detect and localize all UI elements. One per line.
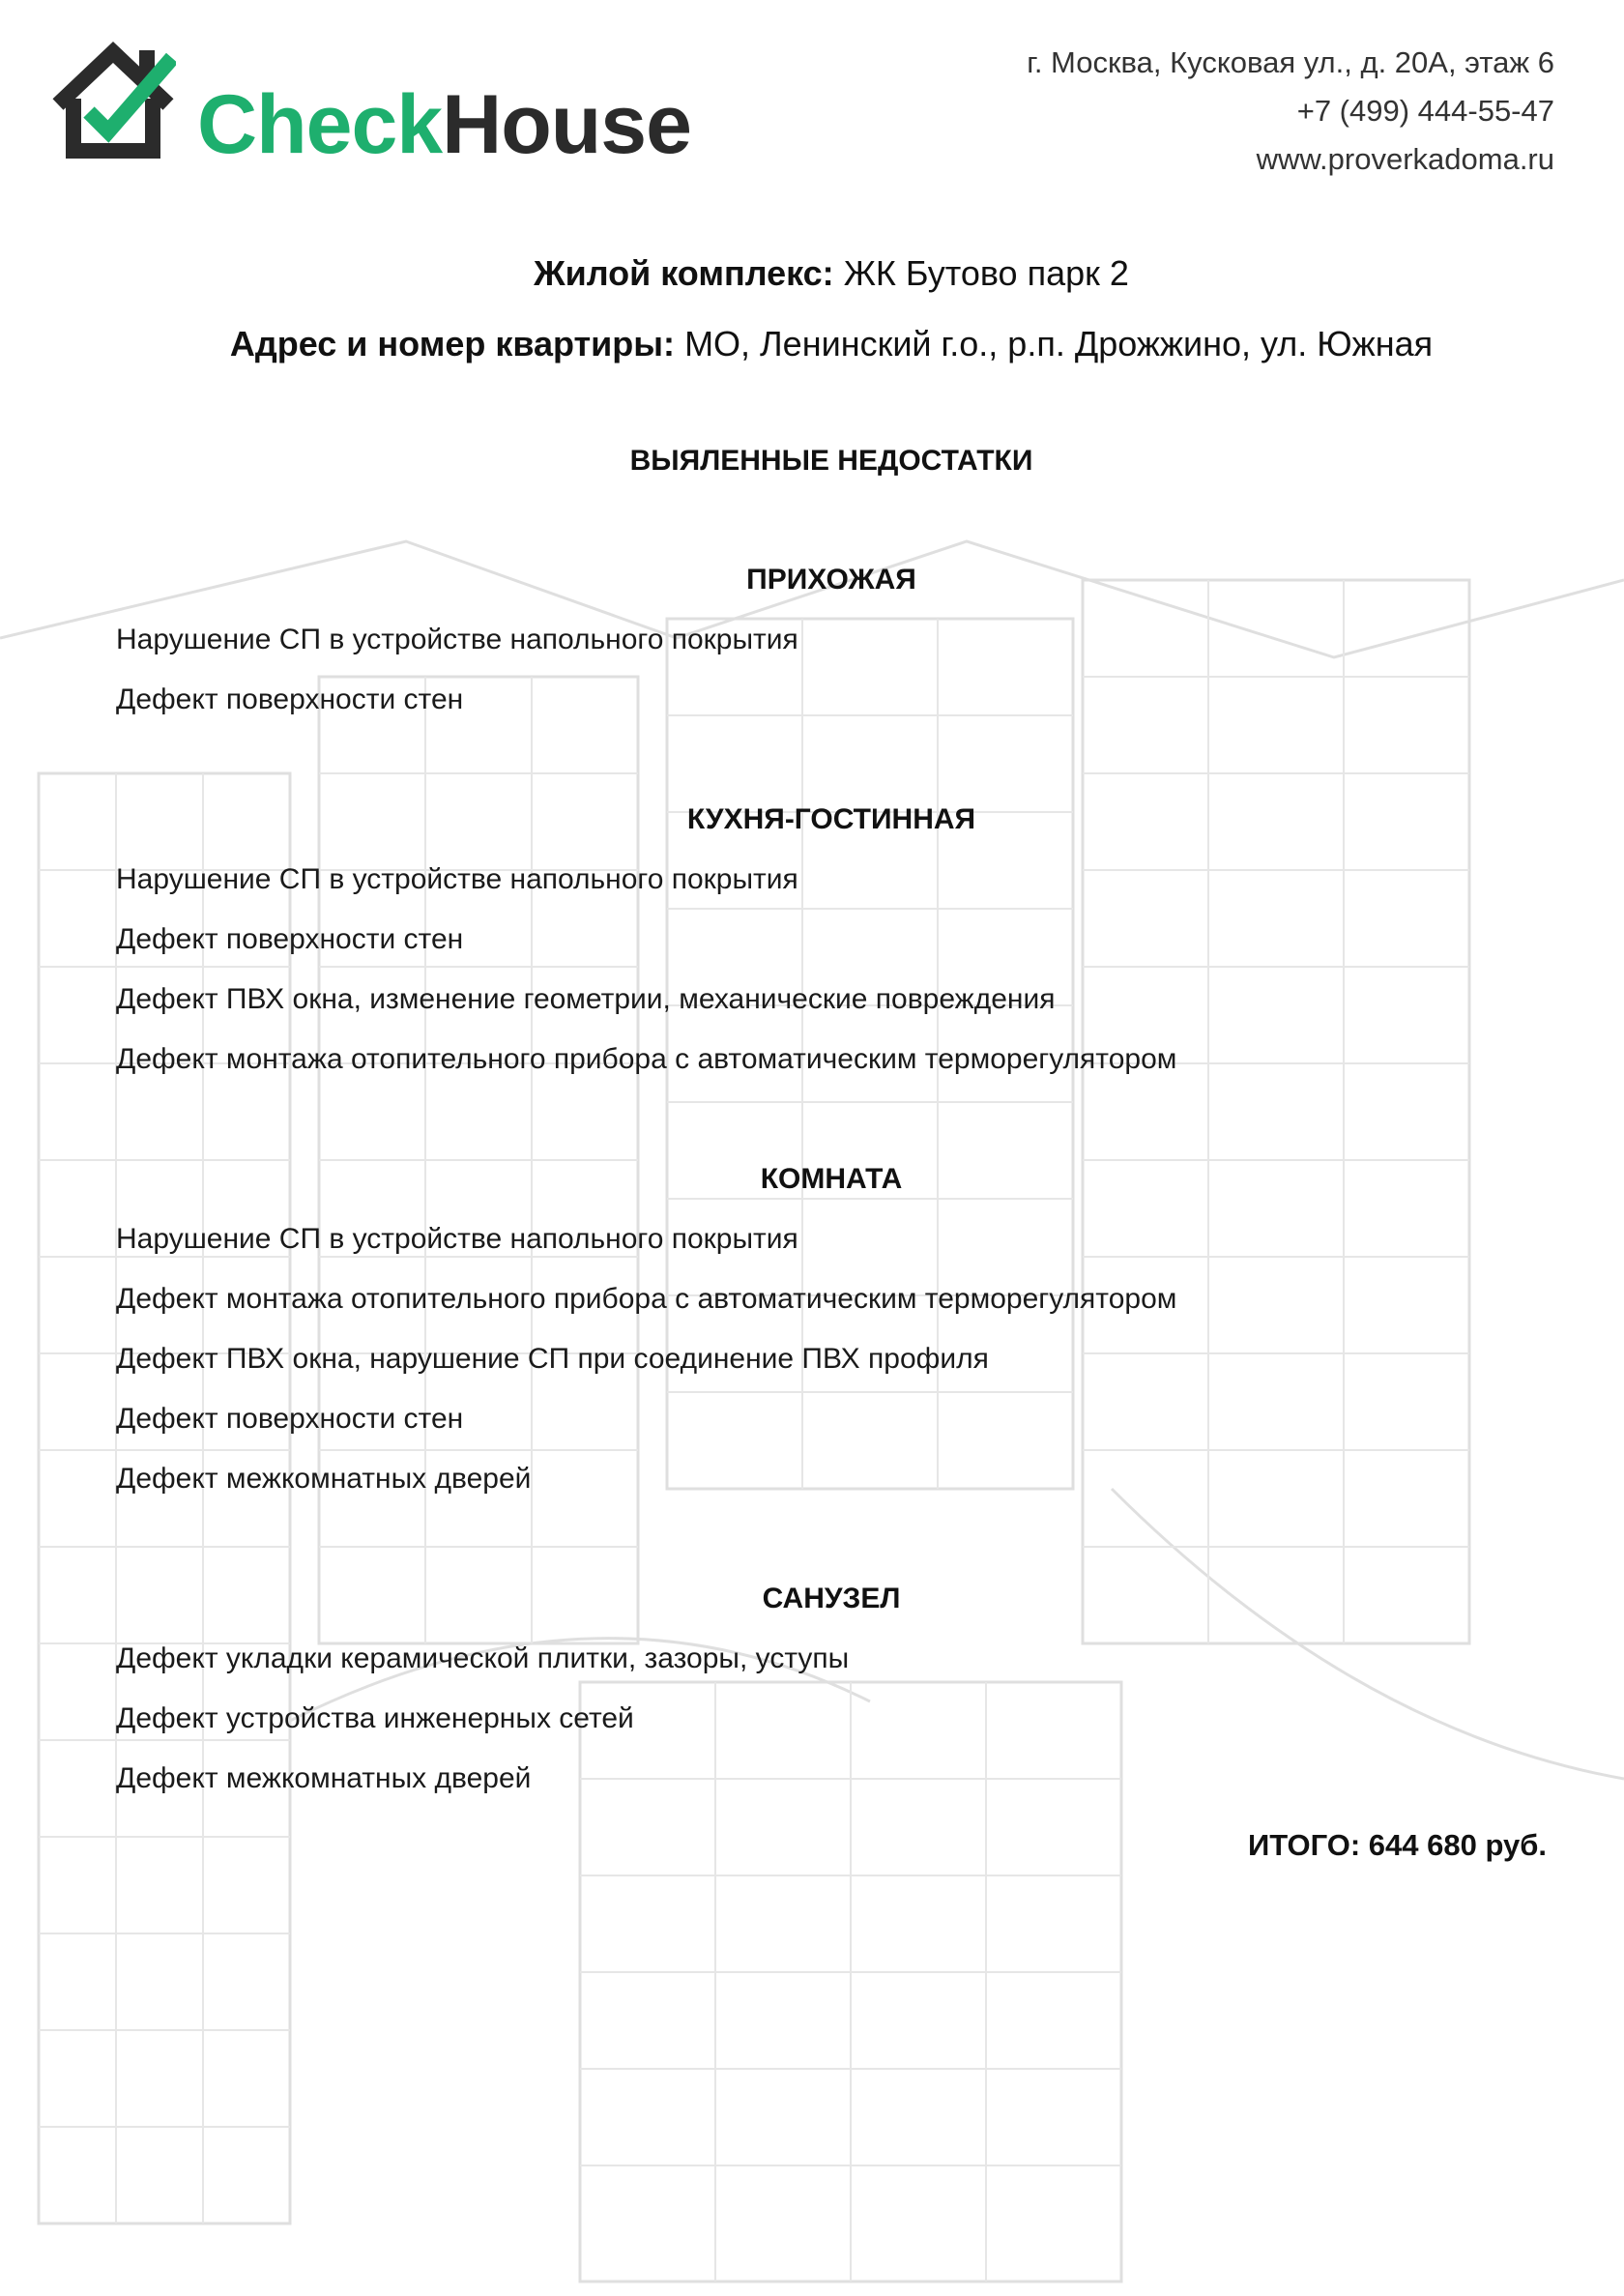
contact-block (1027, 39, 1554, 184)
company-address: г. Москва, Кусковая ул., д. 20А, этаж 6 (1027, 45, 1554, 79)
brand-name-check: Check (197, 78, 443, 171)
company-website: www.proverkadoma.ru (1256, 142, 1554, 176)
defect-item: Дефект монтажа отопительного прибора с автоматическим терморегулятором (116, 1043, 1177, 1075)
defect-item: Дефект ПВХ окна, нарушение СП при соединение ПВХ профиля (116, 1343, 989, 1375)
complex-label: Жилой комплекс: (534, 253, 834, 293)
defect-item: Дефект поверхности стен (116, 683, 464, 715)
section-title-bathroom: САНУЗЕЛ (762, 1583, 901, 1614)
defect-item: Дефект поверхности стен (116, 923, 464, 955)
section-title-kitchen: КУХНЯ-ГОСТИННАЯ (686, 803, 976, 835)
defect-item: Дефект ПВХ окна, изменение геометрии, механические повреждения (116, 983, 1056, 1015)
brand-name (197, 78, 691, 171)
defect-item: Дефект монтажа отопительного прибора с автоматическим терморегулятором (116, 1283, 1177, 1315)
document-title: ВЫЯЛЕННЫЕ НЕДОСТАТКИ (629, 445, 1033, 477)
defect-item: Дефект устройства инженерных сетей (116, 1702, 634, 1734)
company-phone: +7 (499) 444-55-47 (1296, 94, 1554, 128)
defect-item: Нарушение СП в устройстве напольного покрытия (116, 863, 798, 895)
defect-item: Дефект межкомнатных дверей (116, 1463, 532, 1495)
complex-line (0, 253, 1624, 294)
defect-item: Нарушение СП в устройстве напольного покрытия (116, 1223, 798, 1255)
address-label: Адрес и номер квартиры: (229, 324, 676, 363)
defect-item: Нарушение СП в устройстве напольного покрытия (116, 624, 798, 655)
house-check-icon (50, 37, 176, 162)
section-title-hallway: ПРИХОЖАЯ (746, 564, 916, 596)
section-title-room: КОМНАТА (760, 1163, 903, 1195)
defect-item: Дефект межкомнатных дверей (116, 1762, 532, 1794)
defect-item: Дефект укладки керамической плитки, зазоры, уступы (116, 1642, 850, 1674)
complex-value: ЖК Бутово парк 2 (843, 253, 1129, 293)
defect-item: Дефект поверхности стен (116, 1403, 464, 1435)
brand-logo (50, 37, 708, 171)
brand-name-house: House (442, 78, 691, 171)
address-line (0, 324, 1624, 364)
total-amount: ИТОГО: 644 680 руб. (1248, 1828, 1547, 1862)
address-value: МО, Ленинский г.о., р.п. Дрожжино, ул. Южная (684, 324, 1434, 363)
